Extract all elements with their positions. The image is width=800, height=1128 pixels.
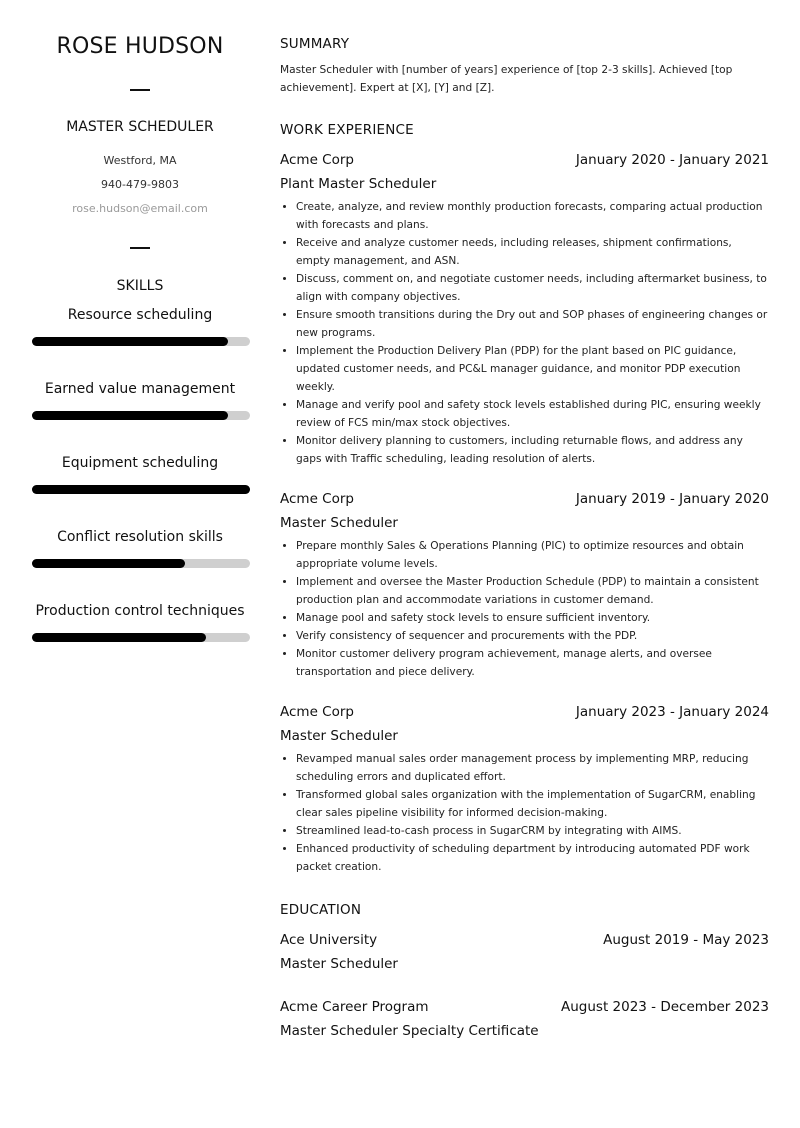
degree: Master Scheduler Specialty Certificate — [280, 1023, 539, 1039]
skill-item — [30, 455, 250, 494]
job-dates: January 2023 - January 2024 — [575, 704, 769, 720]
list-item: • Prepare monthly Sales & Operations Planning (PIC) to optimize resources and obtain appropriate volume levels. — [296, 537, 769, 573]
job-entry — [280, 491, 769, 681]
company-name: Acme Corp — [280, 491, 354, 507]
skill-bar — [32, 485, 250, 494]
job-header — [280, 152, 769, 168]
list-item: • Manage and verify pool and safety stock levels established during PIC, ensuring weekly review of FCS min/max stock objectives. — [296, 396, 769, 432]
skill-item — [30, 307, 250, 346]
list-item: • Manage pool and safety stock levels to ensure sufficient inventory. — [296, 609, 769, 627]
skills-heading: SKILLS — [116, 278, 164, 294]
skill-item — [30, 381, 250, 420]
section-heading: SUMMARY — [280, 36, 350, 52]
skill-name: Earned value management — [44, 381, 236, 397]
skill-bar-fill — [32, 485, 250, 494]
list-item: • Receive and analyze customer needs, including releases, shipment confirmations, empty management, and ASN. — [296, 234, 769, 270]
skill-name: Resource scheduling — [67, 307, 213, 323]
education-dates: August 2023 - December 2023 — [561, 999, 769, 1015]
skill-bar-fill — [32, 411, 228, 420]
skill-bar — [32, 559, 250, 568]
list-item: • Ensure smooth transitions during the Dry out and SOP phases of engineering changes or new programs. — [296, 306, 769, 342]
job-role: Master Scheduler — [280, 728, 398, 744]
skill-item — [30, 603, 250, 642]
job-bullets — [280, 198, 769, 468]
company-name: Acme Corp — [280, 152, 354, 168]
location: Westford, MA — [103, 154, 177, 167]
skill-bar — [32, 633, 250, 642]
divider — [130, 89, 150, 91]
candidate-name: ROSE HUDSON — [56, 34, 224, 59]
education-entry — [280, 999, 769, 1039]
work-experience-section — [280, 122, 769, 876]
job-bullets — [280, 750, 769, 876]
list-item: • Transformed global sales organization with the implementation of SugarCRM, enabling clear sales pipeline visibility for informed decision-making. — [296, 786, 769, 822]
school-name: Acme Career Program — [280, 999, 429, 1015]
right-column — [280, 36, 769, 1039]
list-item: • Verify consistency of sequencer and procurements with the PDP. — [296, 627, 769, 645]
summary-section — [280, 36, 769, 97]
email-link[interactable]: rose.hudson@email.com — [72, 202, 208, 215]
education-header — [280, 999, 769, 1015]
left-column — [30, 34, 250, 642]
summary-text: Master Scheduler with [number of years] experience of [top 2-3 skills]. Achieved [top achievement]. Expert at [X], [Y] and [Z]. — [280, 64, 733, 94]
skill-name: Production control techniques — [35, 603, 245, 619]
divider — [130, 247, 150, 249]
section-heading: WORK EXPERIENCE — [280, 122, 414, 138]
list-item: • Implement and oversee the Master Production Schedule (PDP) to maintain a consistent production plan and accommodate variations in customer demand. — [296, 573, 769, 609]
list-item: • Monitor delivery planning to customers, including returnable flows, and address any gaps with Traffic scheduling, leading resolution of alerts. — [296, 432, 769, 468]
company-name: Acme Corp — [280, 704, 354, 720]
job-role: Master Scheduler — [280, 515, 398, 531]
skill-name: Equipment scheduling — [61, 455, 219, 471]
list-item: • Streamlined lead-to-cash process in SugarCRM by integrating with AIMS. — [296, 822, 769, 840]
skill-item — [30, 529, 250, 568]
skills-list — [30, 307, 250, 642]
education-entry — [280, 932, 769, 972]
list-item: • Create, analyze, and review monthly production forecasts, comparing actual production with forecasts and plans. — [296, 198, 769, 234]
skill-bar-fill — [32, 337, 228, 346]
skill-bar-fill — [32, 633, 206, 642]
skill-bar-fill — [32, 559, 185, 568]
school-name: Ace University — [280, 932, 378, 948]
job-entry — [280, 152, 769, 468]
job-bullets — [280, 537, 769, 681]
education-dates: August 2019 - May 2023 — [603, 932, 769, 948]
job-dates: January 2020 - January 2021 — [575, 152, 769, 168]
skill-name: Conflict resolution skills — [57, 529, 223, 545]
job-title: MASTER SCHEDULER — [66, 119, 214, 135]
list-item: • Revamped manual sales order management process by implementing MRP, reducing scheduling errors and duplicated effort. — [296, 750, 769, 786]
skill-bar — [32, 337, 250, 346]
job-dates: January 2019 - January 2020 — [575, 491, 769, 507]
skill-bar — [32, 411, 250, 420]
list-item: • Discuss, comment on, and negotiate customer needs, including aftermarket business, to align with company objectives. — [296, 270, 769, 306]
list-item: • Enhanced productivity of scheduling department by introducing automated PDF work packet creation. — [296, 840, 769, 876]
education-header — [280, 932, 769, 948]
job-header — [280, 491, 769, 507]
degree: Master Scheduler — [280, 956, 398, 972]
list-item: • Monitor customer delivery program achievement, manage alerts, and oversee transportation and piece delivery. — [296, 645, 769, 681]
phone: 940-479-9803 — [101, 178, 179, 191]
section-heading: EDUCATION — [280, 902, 362, 918]
education-section — [280, 902, 769, 1039]
job-entry — [280, 704, 769, 876]
list-item: • Implement the Production Delivery Plan (PDP) for the plant based on PIC guidance, updated customer needs, and PC&L manager guidance, and monitor PDP execution weekly. — [296, 342, 769, 396]
job-header — [280, 704, 769, 720]
job-role: Plant Master Scheduler — [280, 176, 437, 192]
